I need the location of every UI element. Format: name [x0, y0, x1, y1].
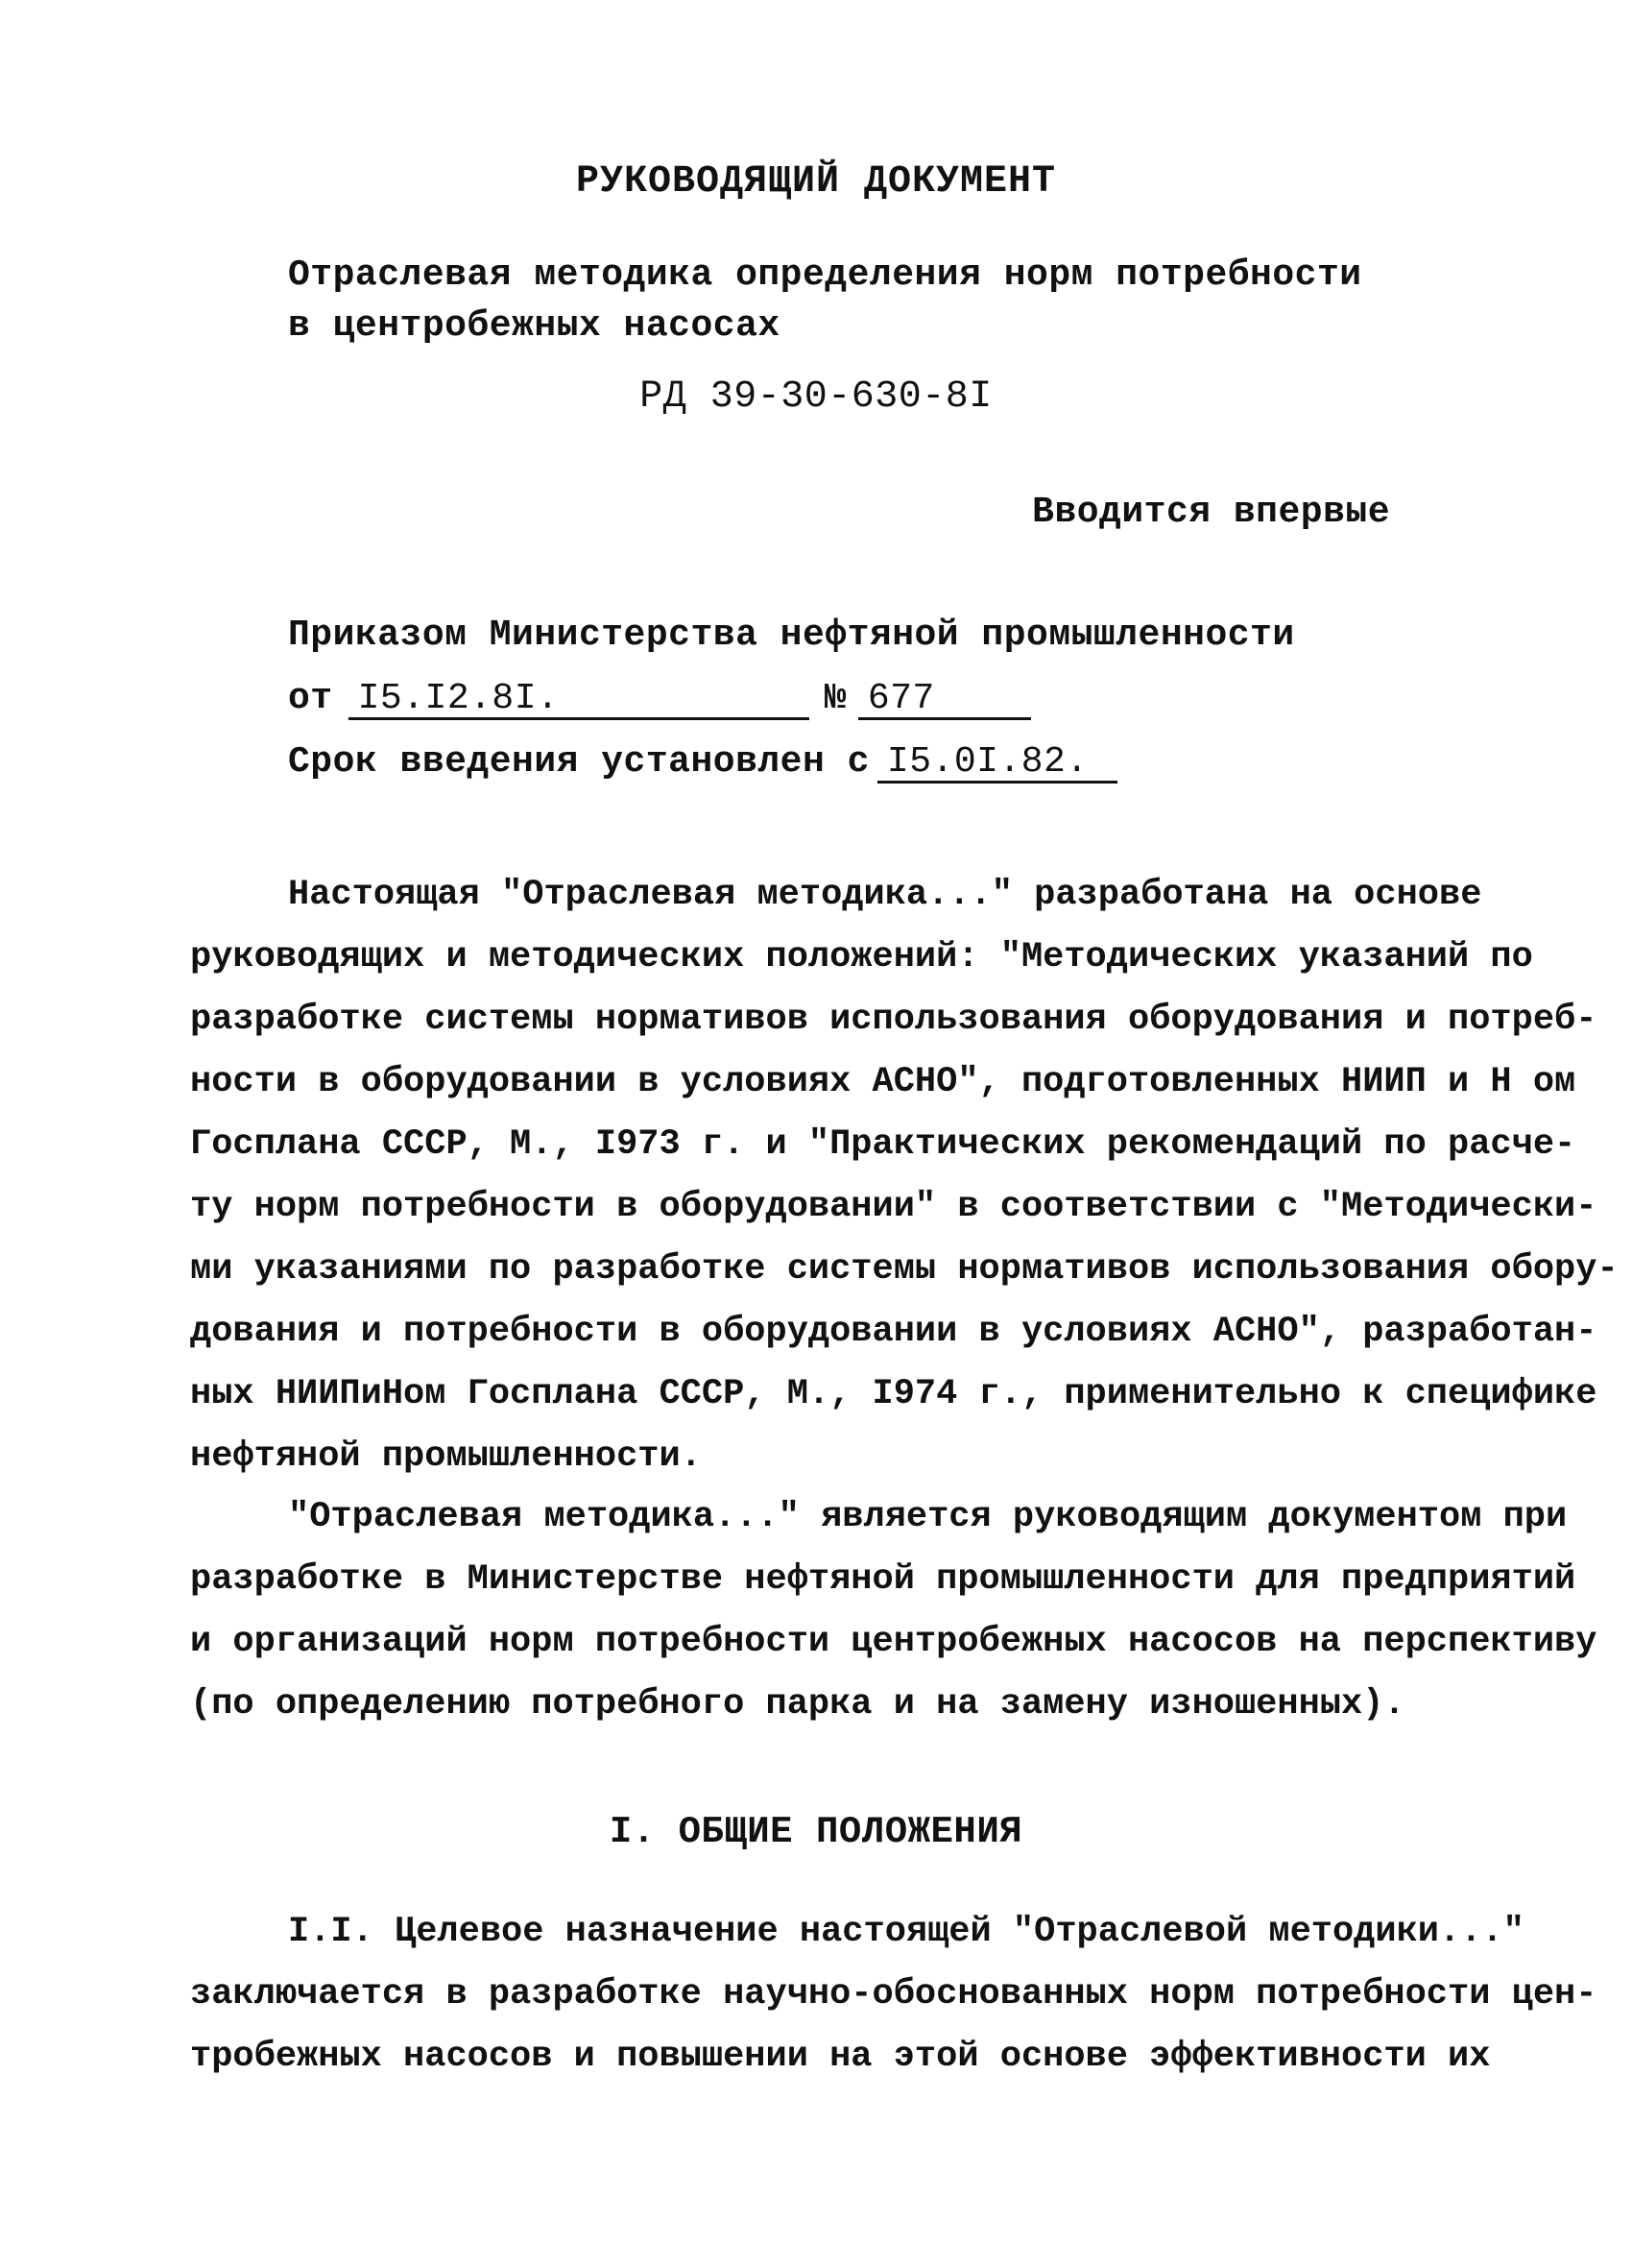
- paragraph-line: руководящих и методических положений: "Методических указаний по: [190, 937, 1533, 977]
- deadline-row: [288, 741, 1117, 784]
- paragraph-line: и организаций норм потребности центробежных насосов на перспективу: [190, 1622, 1597, 1662]
- paragraph-line: ных НИИПиНом Госплана СССР, М., I974 г., применительно к специфике: [190, 1374, 1597, 1414]
- from-label: от: [288, 678, 333, 719]
- paragraph-line: разработке системы нормативов использования оборудования и потреб-: [190, 1000, 1597, 1040]
- paragraph-line: ности в оборудовании в условиях АСНО", подготовленных НИИП и Н ом: [190, 1062, 1576, 1102]
- deadline-label: Срок введения установлен с: [288, 741, 870, 783]
- number-sign: №: [824, 678, 847, 719]
- paragraph-line: Госплана СССР, М., I973 г. и "Практических рекомендаций по расче-: [190, 1124, 1576, 1165]
- paragraph-line: "Отраслевая методика..." является руководящим документом при: [288, 1497, 1568, 1537]
- paragraph-line: заключается в разработке научно-обоснованных норм потребности цен-: [190, 1974, 1597, 2015]
- introduced-note: Вводится впервые: [1032, 492, 1390, 533]
- order-date-field: I5.I2.8I.: [348, 678, 809, 720]
- document-subject-line-1: Отраслевая методика определения норм потребности: [288, 254, 1362, 296]
- deadline-date-field: I5.0I.82.: [877, 741, 1117, 784]
- paragraph-line: Настоящая "Отраслевая методика..." разработана на основе: [288, 875, 1482, 915]
- paragraph-line: тробежных насосов и повышении на этой основе эффективности их: [190, 2037, 1491, 2077]
- order-line: Приказом Министерства нефтяной промышленности: [288, 615, 1295, 656]
- document-title: РУКОВОДЯЩИЙ ДОКУМЕНТ: [575, 160, 1057, 204]
- paragraph-line: (по определению потребного парка и на замену изношенных).: [190, 1684, 1405, 1725]
- paragraph-line: дования и потребности в оборудовании в условиях АСНО", разработан-: [190, 1312, 1597, 1352]
- paragraph-line: разработке в Министерстве нефтяной промышленности для предприятий: [190, 1559, 1576, 1600]
- order-date-number-row: [288, 678, 1031, 720]
- paragraph-line: нефтяной промышленности.: [190, 1436, 702, 1477]
- paragraph-line: I.I. Целевое назначение настоящей "Отраслевой методики...": [288, 1912, 1524, 1952]
- document-code: РД 39-30-630-8I: [639, 375, 993, 419]
- order-number-field: 677: [858, 678, 1031, 720]
- paragraph-line: ту норм потребности в оборудовании" в соответствии с "Методически-: [190, 1187, 1597, 1227]
- section-heading: I. ОБЩИЕ ПОЛОЖЕНИЯ: [609, 1811, 1023, 1853]
- paragraph-line: ми указаниями по разработке системы нормативов использования обору-: [190, 1249, 1619, 1290]
- document-subject-line-2: в центробежных насосах: [288, 305, 780, 347]
